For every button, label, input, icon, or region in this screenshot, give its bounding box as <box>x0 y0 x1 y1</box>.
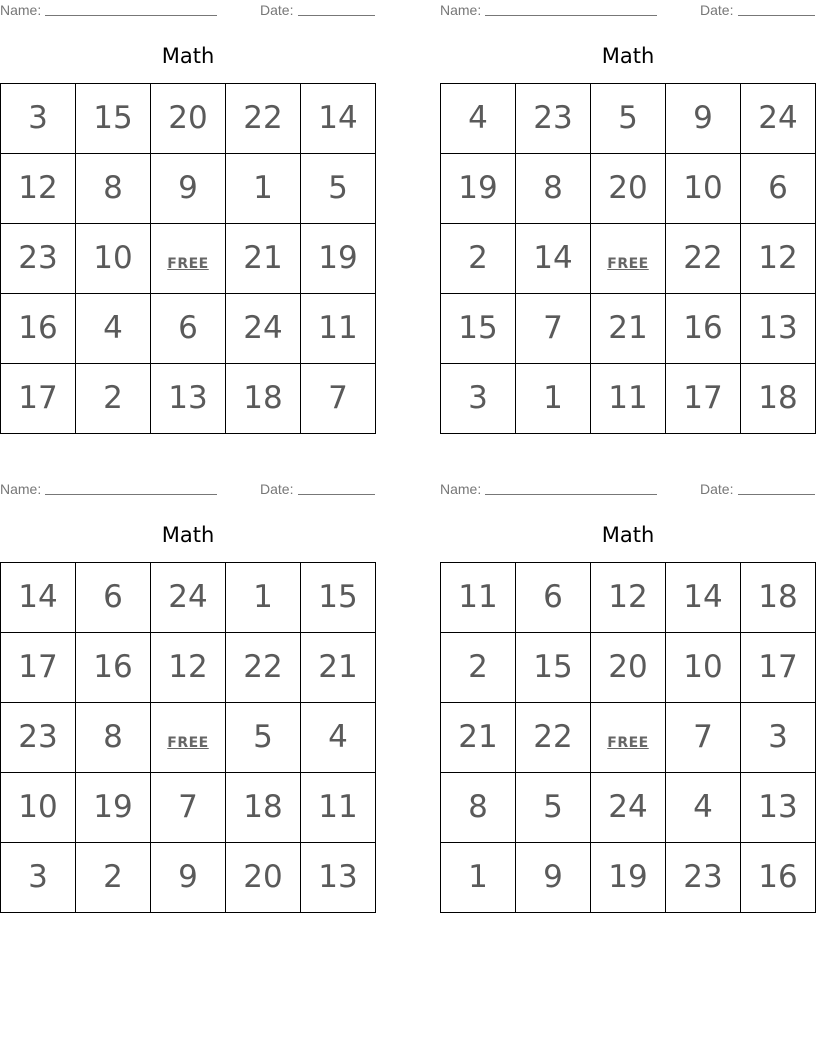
bingo-row <box>1 224 376 294</box>
bingo-row <box>1 294 376 364</box>
bingo-cell[interactable]: 4 <box>301 703 376 773</box>
name-blank-line[interactable] <box>485 15 657 16</box>
date-label: Date: <box>700 481 734 497</box>
date-blank-line[interactable] <box>298 15 375 16</box>
bingo-cell[interactable]: 10 <box>666 154 741 224</box>
bingo-cell[interactable]: 19 <box>76 773 151 843</box>
bingo-row <box>441 224 816 294</box>
free-space-cell[interactable] <box>591 224 666 294</box>
date-blank-line[interactable] <box>738 494 815 495</box>
bingo-row <box>441 563 816 633</box>
bingo-row <box>1 843 376 913</box>
bingo-grid <box>0 83 376 434</box>
bingo-cell[interactable]: 15 <box>301 563 376 633</box>
bingo-cell[interactable]: 2 <box>76 843 151 913</box>
bingo-cell[interactable]: 12 <box>1 154 76 224</box>
bingo-cell[interactable]: 11 <box>301 294 376 364</box>
bingo-cell[interactable]: 10 <box>76 224 151 294</box>
bingo-cell[interactable]: 16 <box>1 294 76 364</box>
bingo-cell[interactable]: 13 <box>301 843 376 913</box>
bingo-cell[interactable]: 2 <box>441 224 516 294</box>
bingo-cell[interactable]: 9 <box>151 843 226 913</box>
bingo-cell[interactable]: 21 <box>591 294 666 364</box>
bingo-cell[interactable]: 23 <box>666 843 741 913</box>
bingo-cell[interactable]: 8 <box>441 773 516 843</box>
bingo-cell[interactable]: 9 <box>666 84 741 154</box>
bingo-cell[interactable]: 5 <box>516 773 591 843</box>
bingo-cell[interactable]: 13 <box>151 364 226 434</box>
bingo-cell[interactable]: 20 <box>151 84 226 154</box>
date-label: Date: <box>700 2 734 18</box>
bingo-cell[interactable]: 1 <box>226 563 301 633</box>
bingo-cell[interactable]: 8 <box>76 154 151 224</box>
name-blank-line[interactable] <box>485 494 657 495</box>
free-space-label: FREE <box>167 256 209 272</box>
bingo-cell[interactable]: 11 <box>591 364 666 434</box>
bingo-row <box>1 84 376 154</box>
bingo-cell[interactable]: 20 <box>591 154 666 224</box>
bingo-cell[interactable]: 23 <box>1 224 76 294</box>
bingo-row <box>1 364 376 434</box>
date-label: Date: <box>260 481 294 497</box>
bingo-cell[interactable]: 22 <box>226 84 301 154</box>
bingo-row <box>441 703 816 773</box>
bingo-cell[interactable]: 7 <box>666 703 741 773</box>
bingo-cell[interactable]: 17 <box>1 364 76 434</box>
bingo-cell[interactable]: 18 <box>226 364 301 434</box>
bingo-cell[interactable]: 6 <box>741 154 816 224</box>
bingo-cell[interactable]: 7 <box>151 773 226 843</box>
bingo-cell[interactable]: 1 <box>516 364 591 434</box>
bingo-cell[interactable]: 11 <box>441 563 516 633</box>
bingo-row <box>1 633 376 703</box>
bingo-cell[interactable]: 6 <box>516 563 591 633</box>
bingo-cell[interactable]: 8 <box>516 154 591 224</box>
bingo-cell[interactable]: 21 <box>226 224 301 294</box>
bingo-grid <box>440 562 816 913</box>
bingo-cell[interactable]: 19 <box>301 224 376 294</box>
bingo-card <box>440 479 816 915</box>
bingo-cell[interactable]: 9 <box>151 154 226 224</box>
bingo-cell[interactable]: 24 <box>591 773 666 843</box>
bingo-cell[interactable]: 23 <box>1 703 76 773</box>
bingo-cell[interactable]: 19 <box>591 843 666 913</box>
bingo-row <box>441 294 816 364</box>
bingo-row <box>441 84 816 154</box>
name-label: Name: <box>440 481 482 497</box>
bingo-cell[interactable]: 10 <box>1 773 76 843</box>
bingo-cell[interactable]: 17 <box>666 364 741 434</box>
bingo-cell[interactable]: 21 <box>441 703 516 773</box>
date-blank-line[interactable] <box>738 15 815 16</box>
bingo-cell[interactable]: 14 <box>1 563 76 633</box>
bingo-cell[interactable]: 22 <box>666 224 741 294</box>
card-title: Math <box>161 44 215 68</box>
bingo-cell[interactable]: 16 <box>741 843 816 913</box>
bingo-cell[interactable]: 14 <box>666 563 741 633</box>
free-space-cell[interactable] <box>151 703 226 773</box>
bingo-cell[interactable]: 24 <box>151 563 226 633</box>
bingo-cell[interactable]: 12 <box>591 563 666 633</box>
bingo-cell[interactable]: 17 <box>741 633 816 703</box>
name-blank-line[interactable] <box>45 15 217 16</box>
bingo-cell[interactable]: 22 <box>226 633 301 703</box>
bingo-row <box>1 563 376 633</box>
bingo-cell[interactable]: 18 <box>226 773 301 843</box>
bingo-card <box>0 479 376 915</box>
card-header <box>440 2 816 18</box>
bingo-cell[interactable]: 5 <box>226 703 301 773</box>
bingo-cell[interactable]: 1 <box>441 843 516 913</box>
bingo-cell[interactable]: 13 <box>741 773 816 843</box>
date-label: Date: <box>260 2 294 18</box>
bingo-cell[interactable]: 4 <box>666 773 741 843</box>
bingo-cell[interactable]: 16 <box>76 633 151 703</box>
bingo-row <box>441 364 816 434</box>
bingo-row <box>441 773 816 843</box>
free-space-label: FREE <box>607 735 649 751</box>
name-blank-line[interactable] <box>45 494 217 495</box>
bingo-grid <box>0 562 376 913</box>
bingo-grid <box>440 83 816 434</box>
bingo-cell[interactable]: 15 <box>441 294 516 364</box>
bingo-cell[interactable]: 3 <box>1 843 76 913</box>
bingo-cell[interactable]: 10 <box>666 633 741 703</box>
bingo-cell[interactable]: 2 <box>76 364 151 434</box>
bingo-cell[interactable]: 5 <box>591 84 666 154</box>
bingo-cell[interactable]: 12 <box>151 633 226 703</box>
bingo-cell[interactable]: 8 <box>76 703 151 773</box>
bingo-cell[interactable]: 19 <box>441 154 516 224</box>
bingo-card <box>440 0 816 436</box>
bingo-cell[interactable]: 2 <box>441 633 516 703</box>
bingo-cell[interactable]: 3 <box>1 84 76 154</box>
bingo-cell[interactable]: 14 <box>301 84 376 154</box>
bingo-cell[interactable]: 12 <box>741 224 816 294</box>
card-title: Math <box>601 523 655 547</box>
bingo-cell[interactable]: 7 <box>516 294 591 364</box>
bingo-cell[interactable]: 7 <box>301 364 376 434</box>
card-header <box>440 481 816 497</box>
bingo-cell[interactable]: 1 <box>226 154 301 224</box>
bingo-cell[interactable]: 13 <box>741 294 816 364</box>
bingo-cell[interactable]: 11 <box>301 773 376 843</box>
bingo-row <box>441 633 816 703</box>
bingo-row <box>1 154 376 224</box>
bingo-cell[interactable]: 5 <box>301 154 376 224</box>
card-title: Math <box>161 523 215 547</box>
bingo-row <box>441 154 816 224</box>
bingo-card <box>0 0 376 436</box>
bingo-cell[interactable]: 20 <box>226 843 301 913</box>
free-space-cell[interactable] <box>591 703 666 773</box>
bingo-cell[interactable]: 17 <box>1 633 76 703</box>
name-label: Name: <box>0 2 42 18</box>
bingo-cell[interactable]: 6 <box>151 294 226 364</box>
bingo-cell[interactable]: 18 <box>741 364 816 434</box>
bingo-cell[interactable]: 15 <box>516 633 591 703</box>
card-title: Math <box>601 44 655 68</box>
bingo-cell[interactable]: 14 <box>516 224 591 294</box>
bingo-cell[interactable]: 22 <box>516 703 591 773</box>
bingo-cell[interactable]: 16 <box>666 294 741 364</box>
bingo-cell[interactable]: 18 <box>741 563 816 633</box>
bingo-cell[interactable]: 4 <box>441 84 516 154</box>
name-label: Name: <box>0 481 42 497</box>
bingo-cell[interactable]: 15 <box>76 84 151 154</box>
card-header <box>0 2 376 18</box>
bingo-cell[interactable]: 3 <box>441 364 516 434</box>
name-label: Name: <box>440 2 482 18</box>
bingo-row <box>1 773 376 843</box>
bingo-cell[interactable]: 23 <box>516 84 591 154</box>
bingo-cell[interactable]: 4 <box>76 294 151 364</box>
free-space-label: FREE <box>167 735 209 751</box>
card-header <box>0 481 376 497</box>
date-blank-line[interactable] <box>298 494 375 495</box>
bingo-cell[interactable]: 3 <box>741 703 816 773</box>
bingo-cell[interactable]: 6 <box>76 563 151 633</box>
free-space-cell[interactable] <box>151 224 226 294</box>
bingo-cell[interactable]: 20 <box>591 633 666 703</box>
bingo-row <box>441 843 816 913</box>
bingo-cell[interactable]: 24 <box>226 294 301 364</box>
bingo-cell[interactable]: 9 <box>516 843 591 913</box>
free-space-label: FREE <box>607 256 649 272</box>
bingo-cell[interactable]: 21 <box>301 633 376 703</box>
bingo-row <box>1 703 376 773</box>
bingo-cell[interactable]: 24 <box>741 84 816 154</box>
